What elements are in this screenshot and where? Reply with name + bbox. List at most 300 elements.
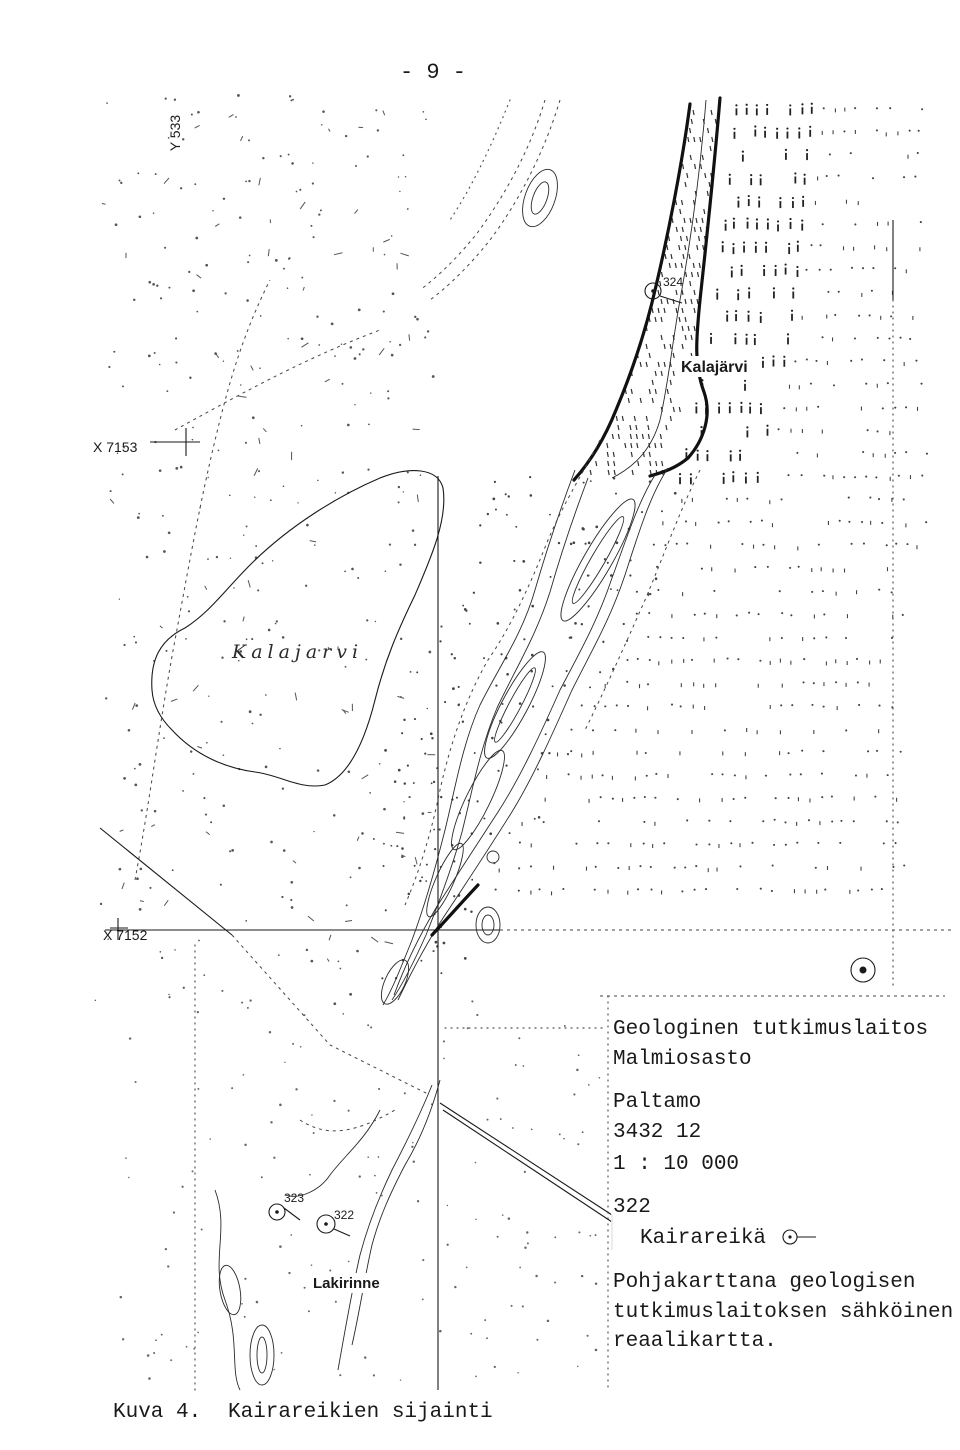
stipple-dot [894,407,896,409]
legend-note-line: tutkimuslaitoksen sähköinen [613,1301,954,1324]
scatter-dot [338,961,340,963]
stipple-dot [802,681,804,683]
band-texture [667,389,668,394]
band-texture [608,461,609,466]
scatter-stroke [205,586,207,590]
scatter-dot [292,1043,294,1045]
scatter-dot [588,542,591,545]
stipple-dot [694,889,696,891]
scatter-stroke [248,580,250,587]
stipple-dot [594,889,596,891]
scatter-dot [358,867,361,870]
scatter-dot [279,1104,282,1107]
scatter-dot [403,801,404,802]
stipple-dot [786,127,788,129]
stipple-dot [773,844,775,846]
scatter-dot [432,950,434,952]
stipple-dot [780,704,782,706]
scatter-dot [550,576,552,578]
stipple-dot [855,774,857,776]
scatter-stroke [357,837,359,841]
stipple-dot [746,104,748,106]
legend-scale: 1 : 10 000 [613,1153,740,1176]
scatter-dot [255,545,257,547]
band-texture [712,137,713,142]
scatter-dot [414,544,416,546]
stipple-dot [789,774,791,776]
stipple-dot [733,798,735,800]
band-texture [685,245,686,250]
scatter-dot [122,385,124,387]
stipple-dot [751,842,753,844]
scatter-dot [532,705,534,707]
scatter-stroke [102,203,106,204]
scatter-dot [505,493,507,495]
scatter-dot [331,323,334,326]
stipple-dot [861,521,863,523]
stipple-dot [775,797,777,799]
scatter-dot [339,1374,341,1376]
scatter-dot [175,337,177,339]
contour-loop [528,180,553,217]
scatter-dot [581,1275,583,1277]
stipple-dot [821,773,823,775]
stipple-dot [827,291,829,293]
stipple-dot [648,612,650,614]
scatter-dot [165,650,167,652]
scatter-dot [563,684,566,687]
stipple-dot [761,520,763,522]
scatter-dot [383,843,385,845]
page-number: - 9 - [399,60,467,85]
stipple-dot [789,218,791,220]
scatter-stroke [197,747,202,749]
legend-symbol-label: Kairareikä [640,1227,767,1250]
scatter-dot [254,497,255,498]
band-texture [655,371,656,376]
scatter-dot [345,666,347,668]
scatter-dot [615,493,617,495]
stipple-dot [854,337,856,339]
band-texture [697,245,698,250]
scatter-dot [443,1040,445,1042]
stipple-dot [774,819,776,821]
main-anomaly-band [376,98,720,1008]
scatter-dot [470,1333,472,1335]
scatter-dot [431,737,433,739]
stipple-dot [921,108,923,110]
stipple-dot [792,197,794,199]
scatter-dot [378,1156,380,1158]
stipple-dot [843,130,845,132]
stipple-dot [746,426,748,428]
scatter-dot [233,587,234,588]
scatter-stroke [409,334,410,341]
band-texture [636,434,637,439]
scatter-dot [595,1349,598,1352]
stipple-dot [749,402,751,404]
band-texture [646,416,647,421]
stipple-dot [736,614,738,616]
scatter-dot [240,384,241,385]
band-texture [682,326,683,331]
stipple-dot [729,174,731,176]
scatter-dot [223,198,225,200]
scatter-stroke [254,468,258,475]
scatter-dot [414,316,416,318]
scatter-dot [440,796,442,798]
band-texture [673,371,674,376]
stipple-dot [710,333,712,335]
scatter-dot [403,491,404,492]
band-texture [625,443,626,448]
scatter-dot [536,1339,538,1341]
scatter-stroke [263,428,266,431]
band-texture [628,398,629,403]
scatter-dot [209,1138,211,1140]
scatter-dot [260,315,262,317]
scatter-dot [291,162,294,165]
scatter-dot [268,629,271,632]
scatter-dot [522,1065,524,1067]
stipple-dot [748,195,750,197]
scatter-dot [120,182,122,184]
stipple-dot [518,890,520,892]
band-texture [681,263,682,268]
scatter-stroke [303,287,304,290]
scatter-dot [538,816,541,819]
scatter-dot [582,1131,584,1133]
scatter-dot [287,338,289,340]
stipple-dot [771,890,773,892]
stipple-dot [876,129,878,131]
contour-line [450,100,510,220]
scatter-dot [408,796,410,798]
scatter-dot [527,1242,529,1244]
stipple-dot [900,751,902,753]
scatter-dot [599,671,601,673]
band-texture [701,164,702,169]
stipple-dot [748,287,750,289]
scatter-dot [245,180,247,182]
stipple-dot [903,864,905,866]
drill-hole-323 [269,1191,304,1220]
stipple-dot [772,864,774,866]
stipple-dot [839,520,841,522]
scatter-dot [333,814,336,817]
scatter-dot [244,1144,246,1146]
stipple-dot [854,223,856,225]
stipple-dot [857,889,859,891]
scatter-dot [578,1231,580,1233]
stipple-dot [883,842,885,844]
place-name-hill: Lakirinne [313,1275,380,1292]
stipple-dot [822,223,824,225]
band-texture [662,461,663,466]
scatter-dot [310,960,313,963]
scatter-dot [494,481,496,483]
scatter-dot [570,543,572,545]
scatter-dot [554,1236,556,1238]
stipple-dot [874,796,876,798]
stipple-dot [772,355,774,357]
stipple-dot [721,773,723,775]
scatter-dot [275,259,278,262]
scatter-dot [312,182,314,184]
scatter-dot [531,605,534,608]
stipple-dot [794,172,796,174]
legend-institution: Geologinen tutkimuslaitos [613,1018,929,1041]
scatter-dot [375,109,377,111]
scatter-dot [270,499,272,501]
scatter-stroke [400,253,408,256]
scatter-dot [567,753,569,755]
scatter-dot [333,1100,335,1102]
scatter-dot [245,920,247,922]
stipple-dot [834,314,836,316]
scatter-dot [160,297,162,299]
scatter-dot [439,828,441,830]
band-texture [679,317,680,322]
scatter-dot [531,1129,533,1131]
diagonal-line-dashed [232,935,430,1095]
stipple-dot [851,543,853,545]
stipple-dot [715,637,717,639]
scatter-dot [376,1192,378,1194]
scatter-dot [412,529,415,532]
scatter-dot [282,788,284,790]
scatter-dot [607,562,609,564]
scatter-stroke [355,210,358,214]
scatter-dot [558,542,560,544]
stipple-dot [801,219,803,221]
stipple-dot [647,683,649,685]
scatter-stroke [215,224,219,227]
scatter-dot [378,1088,380,1090]
scatter-stroke [385,942,393,944]
drill-hole-322 [317,1208,354,1236]
scatter-dot [246,299,249,302]
band-texture [670,416,671,421]
band-texture [661,299,662,304]
scatter-dot [115,223,118,226]
scatter-dot [414,718,416,720]
scatter-dot [243,1074,245,1076]
track-dashed [175,330,380,430]
stipple-dot [741,265,743,267]
scatter-dot [410,671,412,673]
scatter-dot [191,114,193,116]
stipple-dot [902,614,904,616]
scatter-dot [384,254,386,256]
stipple-dot [612,798,614,800]
stipple-dot [802,196,804,198]
scatter-dot [223,620,225,622]
scatter-dot [248,139,250,141]
scatter-stroke [329,935,331,941]
scatter-dot [347,424,350,427]
legend-note-line: reaalikartta. [613,1330,777,1353]
band-texture [688,326,689,331]
stipple-dot [843,476,845,478]
scatter-dot [190,750,192,752]
band-texture [664,362,665,367]
scatter-stroke [345,920,352,921]
stipple-dot [758,613,760,615]
scatter-dot [249,710,252,713]
band-texture [612,434,613,439]
band-texture [685,299,686,304]
scatter-dot [105,697,107,699]
stipple-dot [862,267,864,269]
scatter-stroke [164,178,169,184]
scatter-dot [354,404,355,405]
scatter-dot [425,119,427,121]
band-texture [660,281,661,286]
contour-line [585,470,700,730]
stipple-dot [754,566,756,568]
scatter-dot [390,845,392,847]
scatter-dot [497,770,499,772]
contour-loop [443,745,513,854]
band-texture [689,254,690,259]
band-texture [618,434,619,439]
scatter-dot [287,287,289,289]
scatter-dot [231,849,234,852]
drill-hole-label: 323 [284,1191,305,1205]
stipple-dot [833,384,835,386]
band-texture [631,443,632,448]
scatter-dot [425,880,427,882]
stipple-dot [889,107,891,109]
scatter-dot [203,797,205,799]
scatter-dot [161,957,163,959]
scatter-dot [281,1352,283,1354]
scatter-dot [369,792,371,794]
scatter-stroke [259,178,261,185]
scatter-dot [451,653,453,655]
band-texture [685,182,686,187]
scatter-dot [515,526,517,528]
scatter-dot [291,906,294,909]
scatter-dot [241,1303,243,1305]
scatter-dot [269,1031,271,1033]
scatter-stroke [251,366,254,371]
stipple-dot [636,613,638,615]
scatter-dot [138,513,140,515]
stipple-dot [671,704,673,706]
band-texture [667,299,668,304]
stipple-dot [663,842,665,844]
scatter-dot [599,1077,601,1079]
band-texture [666,425,667,430]
scatter-dot [122,1338,124,1340]
stipple-dot [743,241,745,243]
stipple-dot [731,266,733,268]
scatter-dot [147,1354,150,1357]
scatter-dot [312,162,313,163]
stipple-dot [646,775,648,777]
stipple-dot [742,151,744,153]
stipple-dot [823,706,825,708]
stipple-dot [883,359,885,361]
stipple-dot [798,566,800,568]
scatter-dot [188,271,190,273]
scatter-dot [588,1084,590,1086]
stipple-dot [881,888,883,890]
scatter-dot [394,780,397,783]
contour-line [285,1110,380,1196]
band-texture [661,371,662,376]
scatter-dot [413,1161,415,1163]
scatter-dot [487,513,489,515]
band-texture [687,236,688,241]
scatter-stroke [110,499,114,503]
scatter-stroke [327,959,329,962]
scatter-dot [243,534,244,535]
scatter-dot [195,237,198,240]
stipple-dot [838,291,840,293]
stipple-dot [732,243,734,245]
band-texture [622,416,623,421]
stipple-dot [906,543,908,545]
scatter-dot [221,721,223,723]
scatter-dot [370,392,371,393]
scatter-dot [587,605,589,607]
scatter-dot [508,495,510,497]
stipple-dot [543,821,545,823]
scatter-stroke [383,111,385,116]
stipple-dot [810,244,812,246]
band-texture [636,425,637,430]
scatter-dot [108,366,110,368]
scatter-dot [517,1372,519,1374]
stipple-dot [626,681,628,683]
stipple-dot [700,426,702,428]
stipple-dot [722,241,724,243]
scatter-dot [261,1176,263,1178]
scatter-dot [417,1200,419,1202]
scatter-dot [247,261,249,263]
stipple-dot [854,476,856,478]
scatter-dot [383,808,386,811]
scatter-dot [275,623,277,625]
stipple-dot [830,269,832,271]
band-texture [709,182,710,187]
scatter-dot [362,348,364,350]
band-texture [682,344,683,349]
contour-loop [250,1325,274,1385]
stipple-dot [726,498,728,500]
scatter-dot [421,876,423,878]
scatter-dot [401,847,404,850]
scatter-dot [443,942,446,945]
scatter-dot [239,216,242,219]
stipple-dot [760,403,762,405]
stipple-dot [892,866,894,868]
scatter-dot [370,1026,372,1028]
stipple-dot [600,796,602,798]
scatter-stroke [295,693,296,701]
contour-line [383,470,575,1005]
stipple-dot [739,865,741,867]
scatter-dot [110,490,112,492]
scatter-dot [348,1261,350,1263]
stipple-dot [762,820,764,822]
scatter-dot [288,154,290,156]
anomaly-boundary-south [432,885,478,935]
stipple-dot [778,428,780,430]
